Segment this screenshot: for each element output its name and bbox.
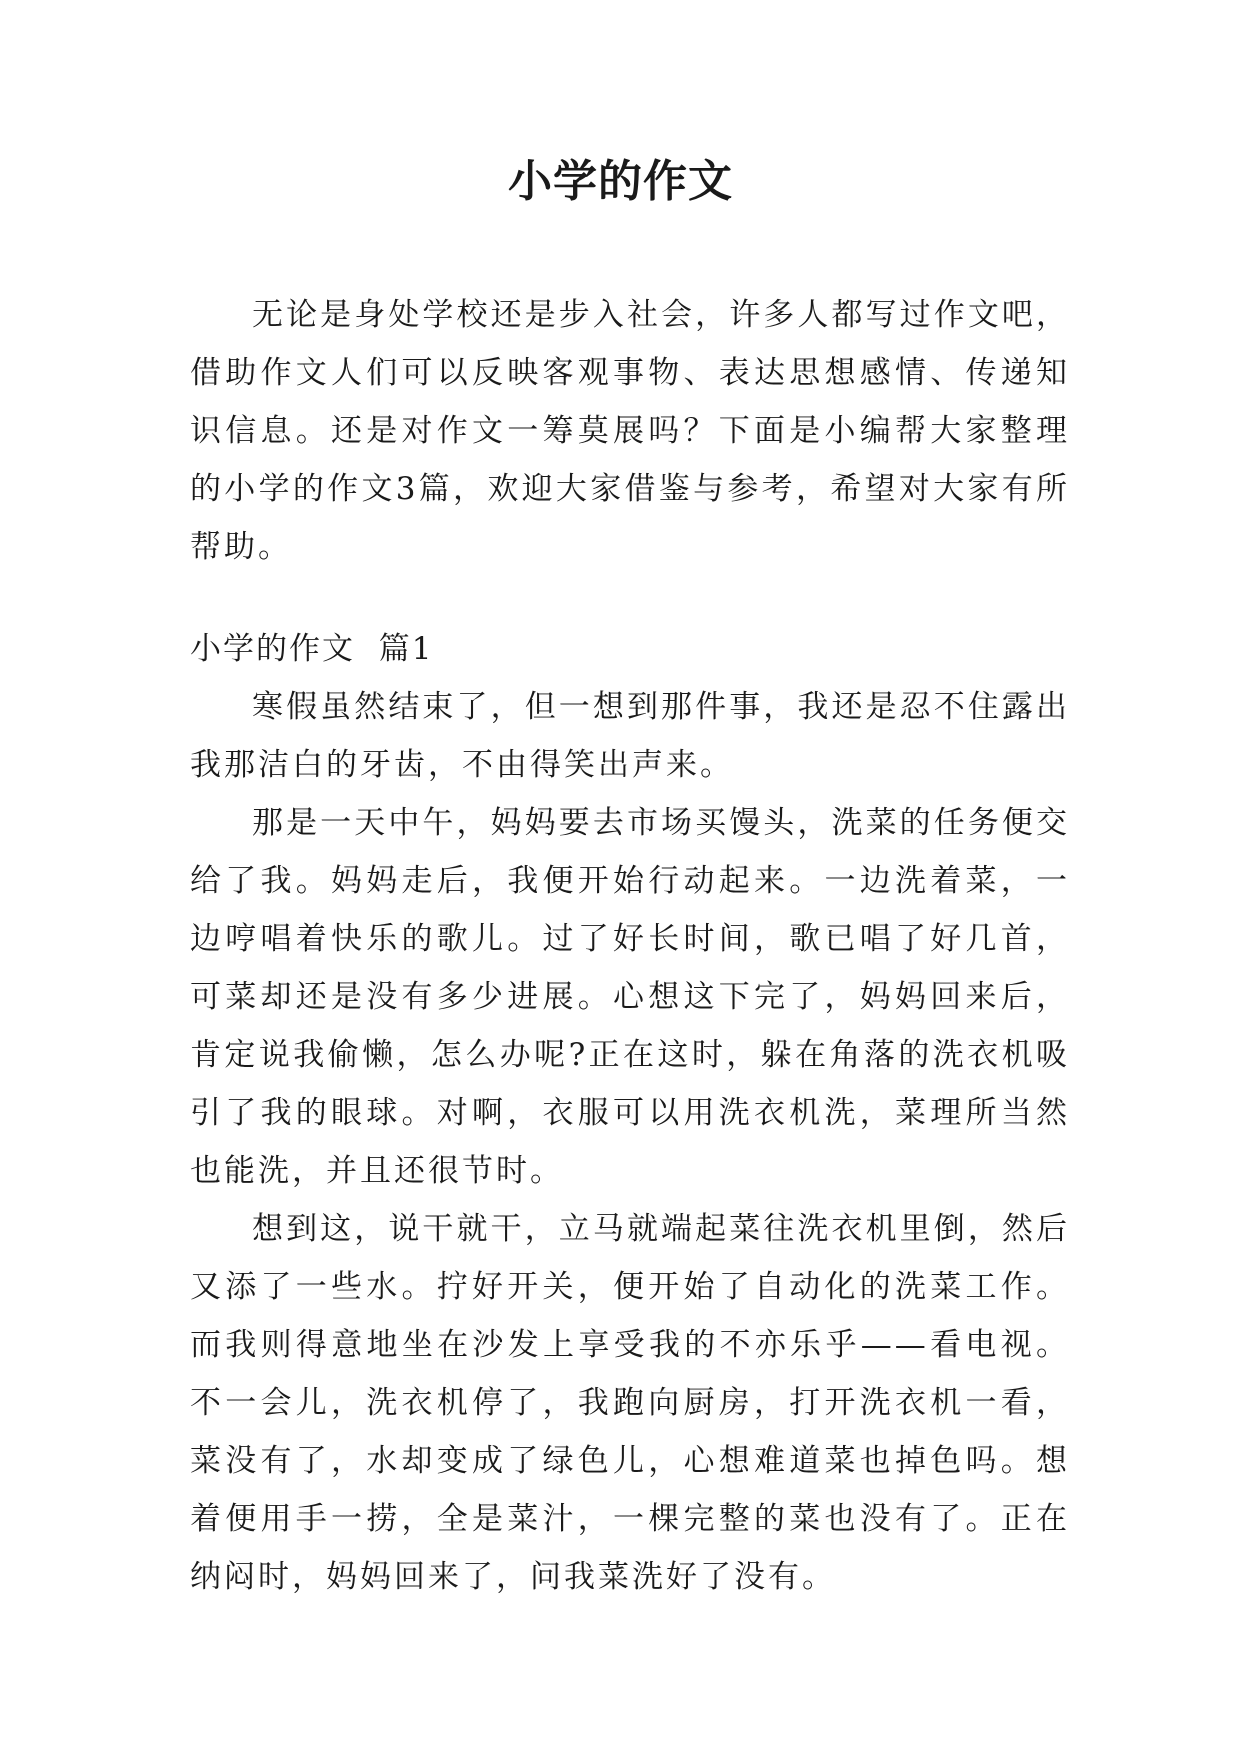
section-spacer xyxy=(190,576,1070,620)
section-heading: 小学的作文 篇1 xyxy=(190,631,434,667)
body-paragraph: 那是一天中午，妈妈要去市场买馒头，洗菜的任务便交给了我。妈妈走后，我便开始行动起来。一边洗着菜，一边哼唱着快乐的歌儿。过了好长时间，歌已唱了好几首，可菜却还是没有多少进展。心想这下完了，妈妈回来后，肯定说我偷懒，怎么办呢?正在这时，躲在角落的洗衣机吸引了我的眼球。对啊，衣服可以用洗衣机洗，菜理所当然也能洗，并且还很节时。 xyxy=(190,805,1070,1189)
section-1 xyxy=(190,620,1070,1606)
intro-paragraph: 无论是身处学校还是步入社会，许多人都写过作文吧，借助作文人们可以反映客观事物、表达思想感情、传递知识信息。还是对作文一筹莫展吗？下面是小编帮大家整理的小学的作文3篇，欢迎大家借鉴与参考，希望对大家有所帮助。 xyxy=(190,297,1070,565)
document-title: 小学的作文 xyxy=(508,156,733,207)
body-paragraph: 想到这，说干就干，立马就端起菜往洗衣机里倒，然后又添了一些水。拧好开关，便开始了自动化的洗菜工作。而我则得意地坐在沙发上享受我的不亦乐乎——看电视。不一会儿，洗衣机停了，我跑向厨房，打开洗衣机一看，菜没有了，水却变成了绿色儿，心想难道菜也掉色吗。想着便用手一捞，全是菜汁，一棵完整的菜也没有了。正在纳闷时，妈妈回来了，问我菜洗好了没有。 xyxy=(190,1211,1070,1595)
body-paragraph: 寒假虽然结束了，但一想到那件事，我还是忍不住露出我那洁白的牙齿，不由得笑出声来。 xyxy=(190,689,1070,783)
document-body xyxy=(190,286,1070,1606)
